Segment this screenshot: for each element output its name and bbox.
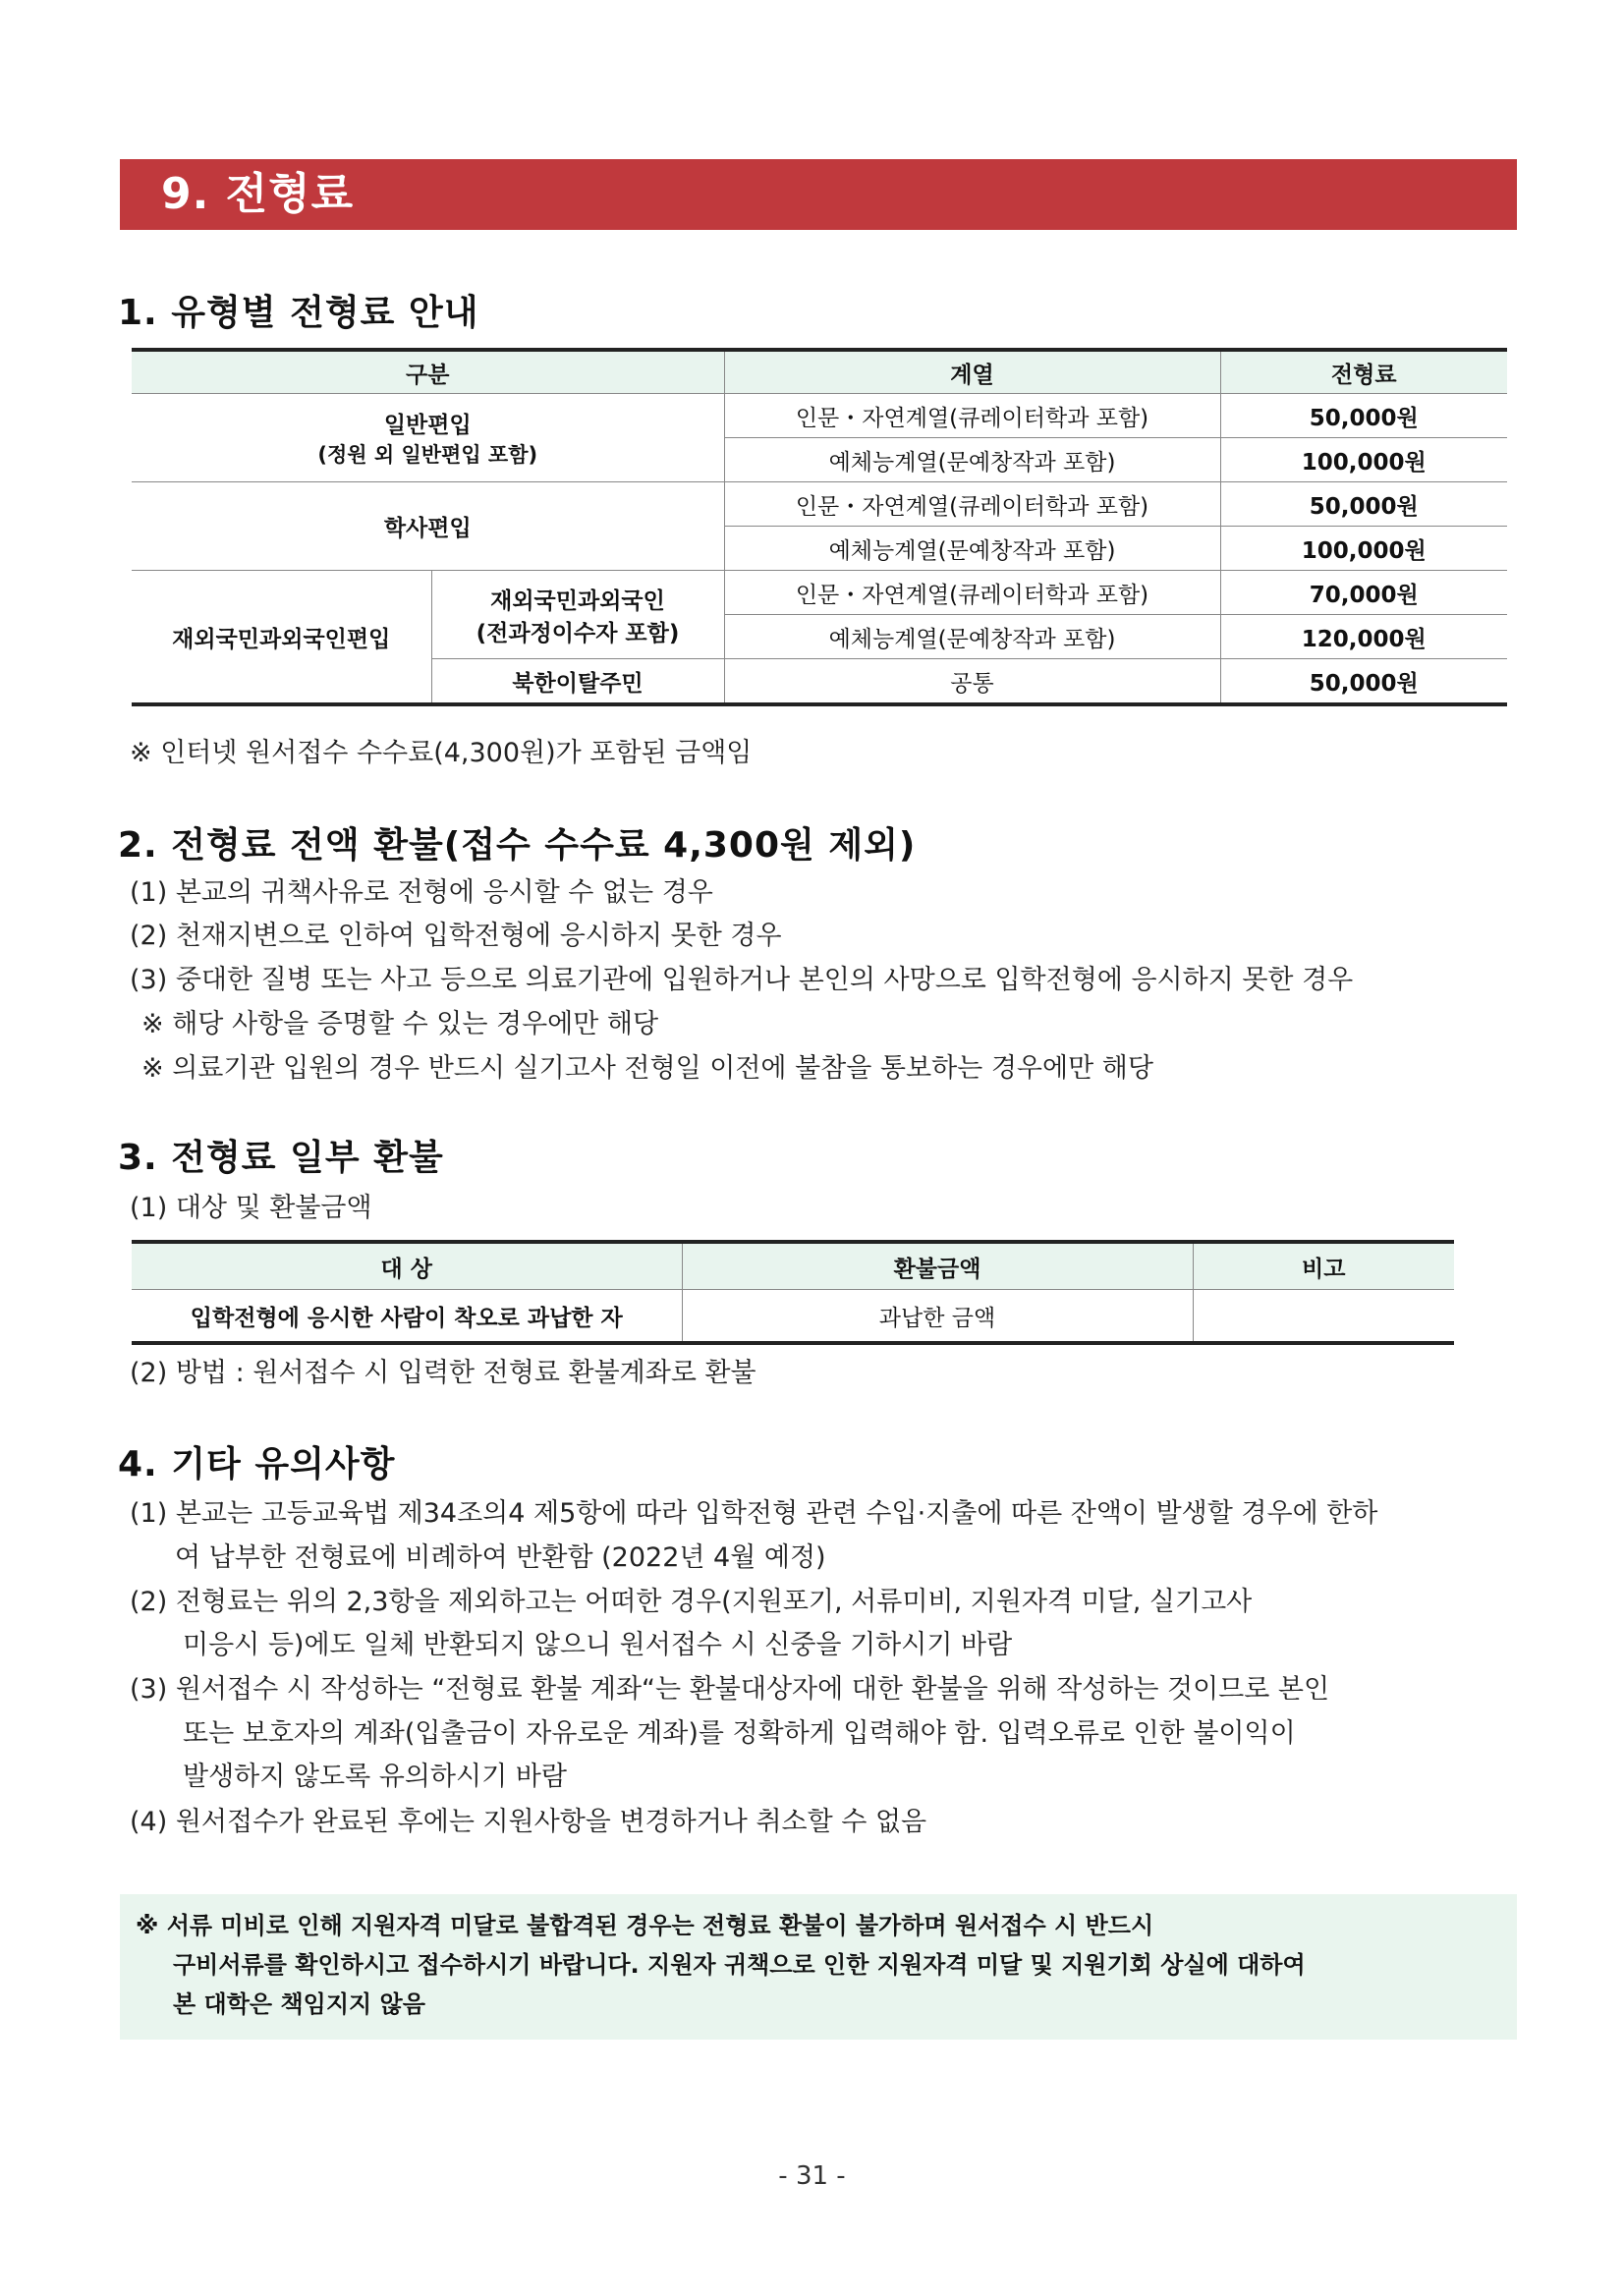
list-item-continued: 여 납부한 전형료에 비례하여 반환함 (2022년 4월 예정) [175, 1542, 826, 1573]
fee-table [132, 348, 1507, 706]
table-row [132, 571, 1507, 615]
amount-cell: 과납한 금액 [682, 1290, 1193, 1344]
table-row [132, 482, 1507, 527]
list-item: (4) 원서접수가 완료된 후에는 지원사항을 변경하거나 취소할 수 없음 [130, 1807, 927, 1837]
chapter-banner [120, 159, 1517, 230]
field-cell: 인문・자연계열(큐레이터학과 포함) [724, 482, 1220, 527]
subcategory-label: 재외국민과외국인 [490, 588, 665, 614]
list-item-continued: 또는 보호자의 계좌(입출금이 자유로운 계좌)를 정확하게 입력해야 함. 입력오류로 인한 불이익이 [183, 1718, 1296, 1749]
category-bachelor: 학사편입 [132, 482, 724, 571]
table-row [132, 1290, 1454, 1344]
header-category: 구분 [132, 350, 724, 394]
notice-line: ※ 서류 미비로 인해 지원자격 미달로 불합격된 경우는 전형료 환불이 불가하며 원서접수 시 반드시 [136, 1912, 1154, 1939]
fee-cell: 100,000원 [1220, 527, 1507, 571]
section2-heading: 2. 전형료 전액 환불(접수 수수료 4,300원 제외) [118, 825, 917, 866]
header-remark: 비고 [1193, 1242, 1454, 1290]
list-item: (3) 중대한 질병 또는 사고 등으로 의료기관에 입원하거나 본인의 사망으로 입학전형에 응시하지 못한 경우 [130, 965, 1354, 995]
field-cell: 공통 [724, 659, 1220, 705]
section4-heading: 4. 기타 유의사항 [118, 1444, 396, 1484]
notice-line: 본 대학은 책임지지 않음 [173, 1990, 425, 2018]
fee-table-header [132, 350, 1507, 394]
remark-cell [1193, 1290, 1454, 1344]
refund-table-header [132, 1242, 1454, 1290]
fee-cell: 50,000원 [1220, 394, 1507, 438]
page-number: - 31 - [778, 2161, 846, 2191]
section1-heading: 1. 유형별 전형료 안내 [118, 293, 479, 333]
field-cell: 인문・자연계열(큐레이터학과 포함) [724, 394, 1220, 438]
section1-note: ※ 인터넷 원서접수 수수료(4,300원)가 포함된 금액임 [130, 738, 753, 768]
fee-cell: 50,000원 [1220, 482, 1507, 527]
subcategory-defector: 북한이탈주민 [431, 659, 724, 705]
list-item: (1) 본교는 고등교육법 제34조의4 제5항에 따라 입학전형 관련 수입·지출에 따른 잔액이 발생할 경우에 한하 [130, 1498, 1378, 1529]
list-item: (2) 천재지변으로 인하여 입학전형에 응시하지 못한 경우 [130, 921, 782, 951]
category-overseas: 재외국민과외국인편입 [132, 571, 431, 705]
list-note: ※ 의료기관 입원의 경우 반드시 실기고사 전형일 이전에 불참을 통보하는 경우에만 해당 [141, 1053, 1153, 1084]
category-sublabel: (정원 외 일반편입 포함) [317, 443, 538, 467]
list-item: (2) 방법 : 원서접수 시 입력한 전형료 환불계좌로 환불 [130, 1358, 756, 1388]
target-cell: 입학전형에 응시한 사람이 착오로 과납한 자 [190, 1305, 623, 1331]
subcategory-overseas [431, 571, 724, 659]
header-field: 계열 [724, 350, 1220, 394]
fee-cell: 50,000원 [1220, 659, 1507, 705]
field-cell: 예체능계열(문예창작과 포함) [724, 615, 1220, 659]
list-note: ※ 해당 사항을 증명할 수 있는 경우에만 해당 [141, 1009, 659, 1039]
field-cell: 예체능계열(문예창작과 포함) [724, 438, 1220, 482]
list-item: (2) 전형료는 위의 2,3항을 제외하고는 어떠한 경우(지원포기, 서류미비, 지원자격 미달, 실기고사 [130, 1587, 1253, 1617]
list-item: (3) 원서접수 시 작성하는 “전형료 환불 계좌“는 환불대상자에 대한 환불을 위해 작성하는 것이므로 본인 [130, 1674, 1330, 1705]
list-item-continued: 발생하지 않도록 유의하시기 바람 [183, 1762, 567, 1792]
fee-cell: 120,000원 [1220, 615, 1507, 659]
table-row [132, 394, 1507, 438]
fee-cell: 70,000원 [1220, 571, 1507, 615]
refund-table [132, 1240, 1454, 1345]
category-general [132, 394, 724, 482]
notice-line: 구비서류를 확인하시고 접수하시기 바랍니다. 지원자 귀책으로 인한 지원자격 미달 및 지원기회 상실에 대하여 [173, 1951, 1306, 1979]
list-item-continued: 미응시 등)에도 일체 반환되지 않으니 원서접수 시 신중을 기하시기 바람 [183, 1630, 1013, 1660]
list-item: (1) 본교의 귀책사유로 전형에 응시할 수 없는 경우 [130, 877, 713, 908]
header-fee: 전형료 [1220, 350, 1507, 394]
fee-cell: 100,000원 [1220, 438, 1507, 482]
chapter-title: 9. 전형료 [161, 169, 355, 219]
notice-box [120, 1894, 1517, 2040]
field-cell: 예체능계열(문예창작과 포함) [724, 527, 1220, 571]
list-item: (1) 대상 및 환불금액 [130, 1193, 372, 1223]
header-amount: 환불금액 [682, 1242, 1193, 1290]
header-target: 대 상 [132, 1242, 682, 1290]
category-label: 일반편입 [383, 413, 472, 438]
subcategory-sublabel: (전과정이수자 포함) [476, 620, 680, 646]
section3-heading: 3. 전형료 일부 환불 [118, 1138, 444, 1178]
field-cell: 인문・자연계열(큐레이터학과 포함) [724, 571, 1220, 615]
